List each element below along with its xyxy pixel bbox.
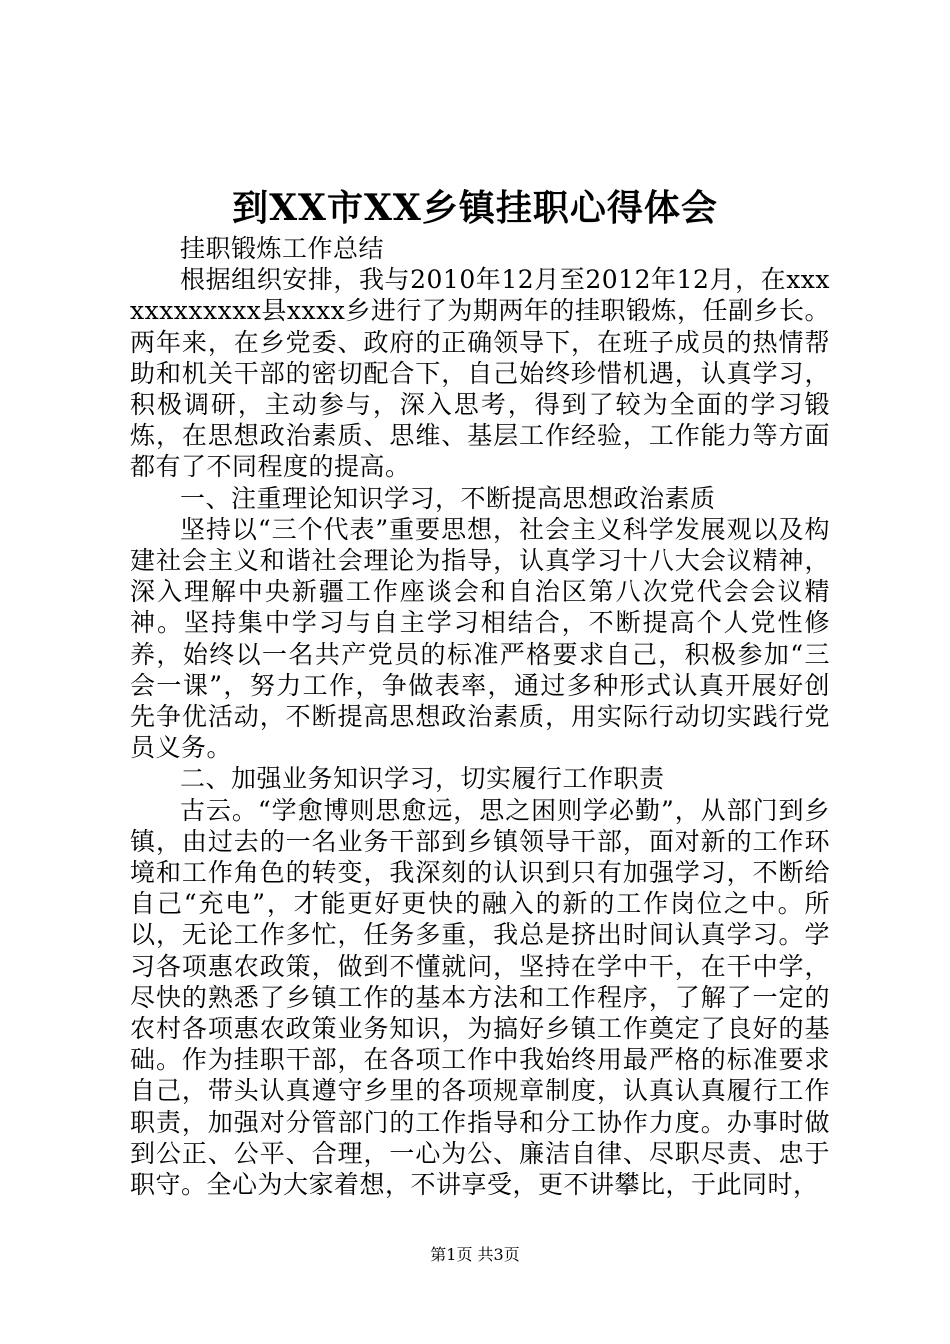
page-footer: 第1页 共3页 — [430, 1245, 520, 1264]
section-heading-1: 一、注重理论知识学习，不断提高思想政治素质 — [180, 483, 716, 513]
section-heading-2: 二、加强业务知识学习，切实履行工作职责 — [180, 764, 665, 794]
paragraph-section-2: 古云。“学愈博则思愈远，思之困则学必勤”，从部门到乡镇，由过去的一名业务干部到乡镇领导干部，面对新的工作环境和工作角色的转变，我深刻的认识到只有加强学习，不断给自己“充电”，才能更好更快的融入的新的工作岗位之中。所以，无论工作多忙，任务多重，我总是挤出时间认真学习。学习各项惠农政策，做到不懂就问，坚持在学中干，在干中学，尽快的熟悉了乡镇工作的基本方法和工作程序，了解了一定的农村各项惠农政策业务知识，为搞好乡镇工作奠定了良好的基础。作为挂职干部，在各项工作中我始终用最严格的标准要求自己，带头认真遵守乡里的各项规章制度，认真认真履行工作职责，加强对分管部门的工作指导和分工协作力度。办事时做到公正、公平、合理，一心为公、廉洁自律、尽职尽责、忠于职守。全心为大家着想，不讲享受，更不讲攀比，于此同时， — [130, 795, 830, 1200]
paragraph-subtitle: 挂职锻炼工作总结 — [180, 234, 385, 263]
paragraph-section-1: 坚持以“三个代表”重要思想，社会主义科学发展观以及构建社会主义和谐社会理论为指导，认真学习十八大会议精神，深入理解中央新疆工作座谈会和自治区第八次党代会会议精神。坚持集中学习与自主学习相结合，不断提高个人党性修养，始终以一名共产党员的标准严格要求自己，积极参加“三会一课”，努力工作，争做表率，通过多种形式认真开展好创先争优活动，不断提高思想政治素质，用实际行动切实践行党员义务。 — [130, 514, 830, 763]
document-body — [130, 233, 830, 1200]
document-title: 到XX市XX乡镇挂职心得体会 — [232, 187, 718, 229]
paragraph-intro: 根据组织安排，我与2010年12月至2012年12月，在xxxxxxxxxxxx县xxxx乡进行了为期两年的挂职锻炼，任副乡长。两年来，在乡党委、政府的正确领导下，在班子成员的热情帮助和机关干部的密切配合下，自己始终珍惜机遇，认真学习，积极调研，主动参与，深入思考，得到了较为全面的学习锻炼，在思想政治素质、思维、基层工作经验，工作能力等方面都有了不同程度的提高。 — [130, 265, 830, 482]
